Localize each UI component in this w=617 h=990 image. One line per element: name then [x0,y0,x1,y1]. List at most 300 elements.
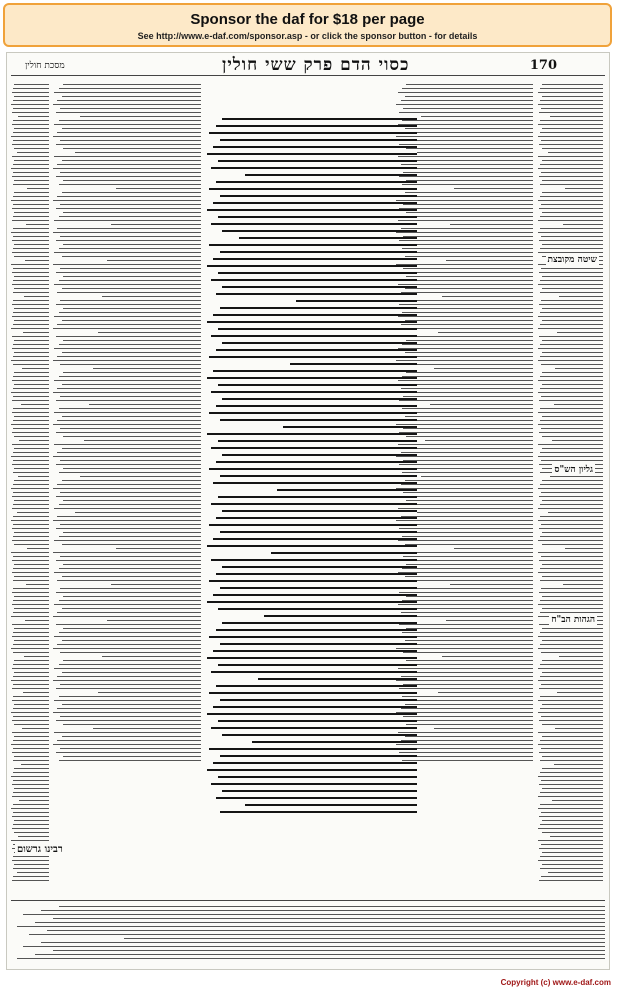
text-line [63,180,201,181]
text-line [540,792,603,793]
text-line [539,496,603,497]
text-line [222,454,417,456]
text-line [218,664,417,666]
text-line [13,600,49,601]
text-line [555,368,603,369]
text-line [220,251,417,253]
text-line [538,732,603,733]
text-line [542,672,603,673]
sponsor-subtitle[interactable]: See http://www.e-daf.com/sponsor.asp - or click the sponsor button - for details [137,31,478,41]
text-line [403,748,533,749]
text-line [63,436,201,437]
commentary-column-left [51,81,201,899]
text-line [218,160,417,162]
sponsor-banner[interactable] [3,3,612,47]
text-line [542,340,603,341]
text-line [54,732,201,733]
text-line [59,568,202,569]
text-line [14,596,49,597]
text-line [11,104,49,105]
section-label-shita: שיטה מקובצת [547,255,597,265]
text-line [13,292,49,293]
text-line [209,356,417,358]
text-line [540,408,603,409]
text-line [57,228,201,229]
text-line [220,643,417,645]
text-line [14,736,49,737]
text-line [399,240,533,241]
text-line [62,416,202,417]
text-line [402,568,533,569]
text-line [239,237,417,239]
text-line [220,699,417,701]
text-line [14,468,49,469]
text-line [434,368,533,369]
text-line [13,568,49,569]
text-line [401,484,533,485]
text-line [398,700,533,701]
text-line [63,372,201,373]
text-line [541,172,603,173]
text-line [271,552,417,554]
text-line [57,516,201,517]
text-line [12,860,49,861]
text-line [13,772,49,773]
text-line [53,392,202,393]
text-line [18,476,49,477]
text-line [542,96,603,97]
text-line [12,304,49,305]
copyright-notice[interactable]: Copyright (c) www.e-daf.com [500,978,611,987]
text-line [220,755,417,757]
tractate-label: מסכת חולין [25,61,65,71]
text-line [541,748,603,749]
text-line [542,276,603,277]
text-line [12,412,49,413]
text-line [541,684,603,685]
text-line [13,228,49,229]
text-line [540,196,603,197]
text-line [403,300,533,301]
text-line [12,252,49,253]
text-line [401,612,533,613]
text-line [11,424,49,425]
text-line [12,220,49,221]
text-line [540,708,603,709]
text-line [438,332,533,333]
text-line [283,426,417,428]
text-line [13,824,49,825]
text-line [245,804,417,806]
text-line [264,615,417,617]
text-line [559,656,603,657]
text-line [54,444,201,445]
text-line [14,340,49,341]
text-line [111,224,201,225]
text-line [542,244,603,245]
text-line [403,108,533,109]
text-line [398,348,533,349]
text-line [222,398,417,400]
text-line [13,324,49,325]
text-line [538,168,603,169]
text-line [17,512,49,513]
text-line [57,356,201,357]
text-line [14,436,49,437]
text-line [12,720,49,721]
text-line [211,391,417,393]
text-line [11,744,49,745]
text-line [41,942,605,943]
text-line [25,620,49,621]
text-line [11,712,49,713]
text-line [542,544,603,545]
text-line [542,480,603,481]
text-line [13,696,49,697]
text-line [53,552,202,553]
text-line [53,488,202,489]
text-line [41,910,605,911]
text-line [12,540,49,541]
text-line [540,356,603,357]
text-line [405,480,533,481]
text-line [60,268,201,269]
text-line [102,656,201,657]
text-line [539,688,603,689]
text-line [207,601,417,603]
text-line [403,556,533,557]
text-line [218,720,417,722]
text-line [14,416,49,417]
text-line [11,456,49,457]
text-line [54,380,201,381]
text-line [538,348,603,349]
text-line [13,588,49,589]
text-line [12,272,49,273]
text-line [406,340,533,341]
text-line [538,360,603,361]
text-line [62,672,202,673]
text-line [12,444,49,445]
text-line [542,532,603,533]
text-line [539,848,603,849]
text-line [402,216,533,217]
text-line [542,192,603,193]
text-line [59,88,202,89]
main-text-heading [205,83,417,109]
text-line [17,958,605,959]
text-line [14,192,49,193]
text-line [425,440,533,441]
text-line [12,348,49,349]
text-line [13,452,49,453]
text-line [207,321,417,323]
text-line [207,265,417,267]
text-line [539,560,603,561]
text-line [54,700,201,701]
text-line [13,364,49,365]
text-line [538,488,603,489]
text-line [62,544,202,545]
text-line [62,736,202,737]
text-line [56,752,202,753]
text-line [220,139,417,141]
text-line [402,120,533,121]
text-line [540,600,603,601]
text-line [541,460,603,461]
header-rule [11,75,605,76]
text-line [213,538,417,540]
text-line [53,648,202,649]
text-line [213,482,417,484]
section-label-gilyon: גליון הש"ס [554,465,593,475]
text-line [277,489,417,491]
text-line [403,460,533,461]
text-line [56,720,202,721]
text-line [406,628,533,629]
text-line [13,792,49,793]
text-line [450,224,533,225]
text-line [14,756,49,757]
text-line [12,176,49,177]
text-line [27,188,49,189]
text-line [403,204,533,205]
text-line [222,342,417,344]
text-line [14,244,49,245]
text-line [399,624,533,625]
text-line [406,308,533,309]
text-line [59,344,202,345]
text-line [13,280,49,281]
text-line [403,396,533,397]
text-line [59,312,202,313]
text-line [399,752,533,753]
text-line [12,508,49,509]
text-line [539,208,603,209]
text-line [14,832,49,833]
text-line [539,880,603,881]
text-line [59,184,202,185]
text-line [405,672,533,673]
text-line [13,268,49,269]
text-line [399,176,533,177]
text-line [406,756,533,757]
margin-column-right [537,81,603,929]
text-line [12,688,49,689]
text-line [454,188,533,189]
text-line [54,412,201,413]
text-line [63,500,201,501]
text-line [89,404,202,405]
text-line [213,650,417,652]
text-line [216,405,417,407]
text-line [538,648,603,649]
text-line [12,240,49,241]
text-line [211,783,417,785]
text-line [13,172,49,173]
text-line [207,209,417,211]
text-line [446,620,533,621]
text-line [542,596,603,597]
margin-column-left [11,81,49,929]
text-line [59,408,202,409]
text-line [53,712,202,713]
text-line [11,840,49,841]
text-line [398,92,533,93]
text-line [398,540,533,541]
text-line [13,236,49,237]
text-line [54,348,201,349]
text-line [403,492,533,493]
text-line [399,720,533,721]
text-line [538,456,603,457]
text-line [17,926,605,927]
text-line [56,336,202,337]
text-line [13,356,49,357]
text-line [542,288,603,289]
text-line [542,212,603,213]
text-line [402,760,533,761]
text-line [57,676,201,677]
text-line [11,328,49,329]
text-line [54,284,201,285]
text-line [209,692,417,694]
text-line [538,840,603,841]
text-line [538,604,603,605]
text-line [403,716,533,717]
text-line [542,352,603,353]
text-line [542,308,603,309]
text-line [14,84,49,85]
text-line [13,132,49,133]
text-line [402,632,533,633]
text-line [538,520,603,521]
text-line [399,400,533,401]
text-line [62,640,202,641]
text-line [18,116,49,117]
text-line [406,276,533,277]
text-line [542,320,603,321]
text-line [538,680,603,681]
text-line [54,636,201,637]
text-line [540,164,603,165]
text-line [538,200,603,201]
text-line [60,556,201,557]
text-line [54,92,201,93]
text-line [209,748,417,750]
text-line [542,448,603,449]
text-line [542,128,603,129]
text-line [57,196,201,197]
text-line [540,804,603,805]
text-line [12,432,49,433]
text-line [12,816,49,817]
text-line [59,248,202,249]
text-line [542,160,603,161]
text-line [63,756,201,757]
text-line [399,112,533,113]
text-line [542,384,603,385]
text-line [54,156,201,157]
text-line [402,504,533,505]
text-line [54,220,201,221]
text-line [401,740,533,741]
text-line [542,500,603,501]
text-line [57,740,201,741]
text-line [216,461,417,463]
footer-notes-block [11,903,605,965]
text-line [13,664,49,665]
text-line [59,696,202,697]
text-line [541,140,603,141]
text-line [207,377,417,379]
text-line [12,828,49,829]
text-line [53,264,202,265]
text-line [539,336,603,337]
text-line [84,440,201,441]
text-line [216,517,417,519]
text-line [539,240,603,241]
text-line [207,153,417,155]
text-line [59,280,202,281]
text-line [13,580,49,581]
text-line [541,556,603,557]
text-line [60,492,201,493]
text-line [56,304,202,305]
text-line [60,588,201,589]
text-line [14,448,49,449]
text-line [540,132,603,133]
text-line [14,160,49,161]
text-line [406,212,533,213]
text-line [56,496,202,497]
text-line [13,684,49,685]
text-line [14,372,49,373]
text-line [538,668,603,669]
text-line [54,572,201,573]
text-line [542,768,603,769]
text-line [401,164,533,165]
text-line [539,304,603,305]
text-line [538,232,603,233]
text-line [12,572,49,573]
text-line [550,116,603,117]
text-line [245,174,417,176]
text-line [538,744,603,745]
text-line [53,104,202,105]
text-line [13,420,49,421]
text-line [211,559,417,561]
text-line [13,164,49,165]
text-line [406,724,533,725]
text-line [220,531,417,533]
text-line [406,660,533,661]
text-line [13,100,49,101]
text-line [60,716,201,717]
text-line [62,128,202,129]
text-line [406,436,533,437]
text-line [62,288,202,289]
text-line [57,452,201,453]
text-line [252,741,417,743]
text-line [12,560,49,561]
text-line [211,727,417,729]
text-line [13,120,49,121]
text-line [54,124,201,125]
text-line [59,906,605,907]
text-line [398,604,533,605]
text-line [398,732,533,733]
